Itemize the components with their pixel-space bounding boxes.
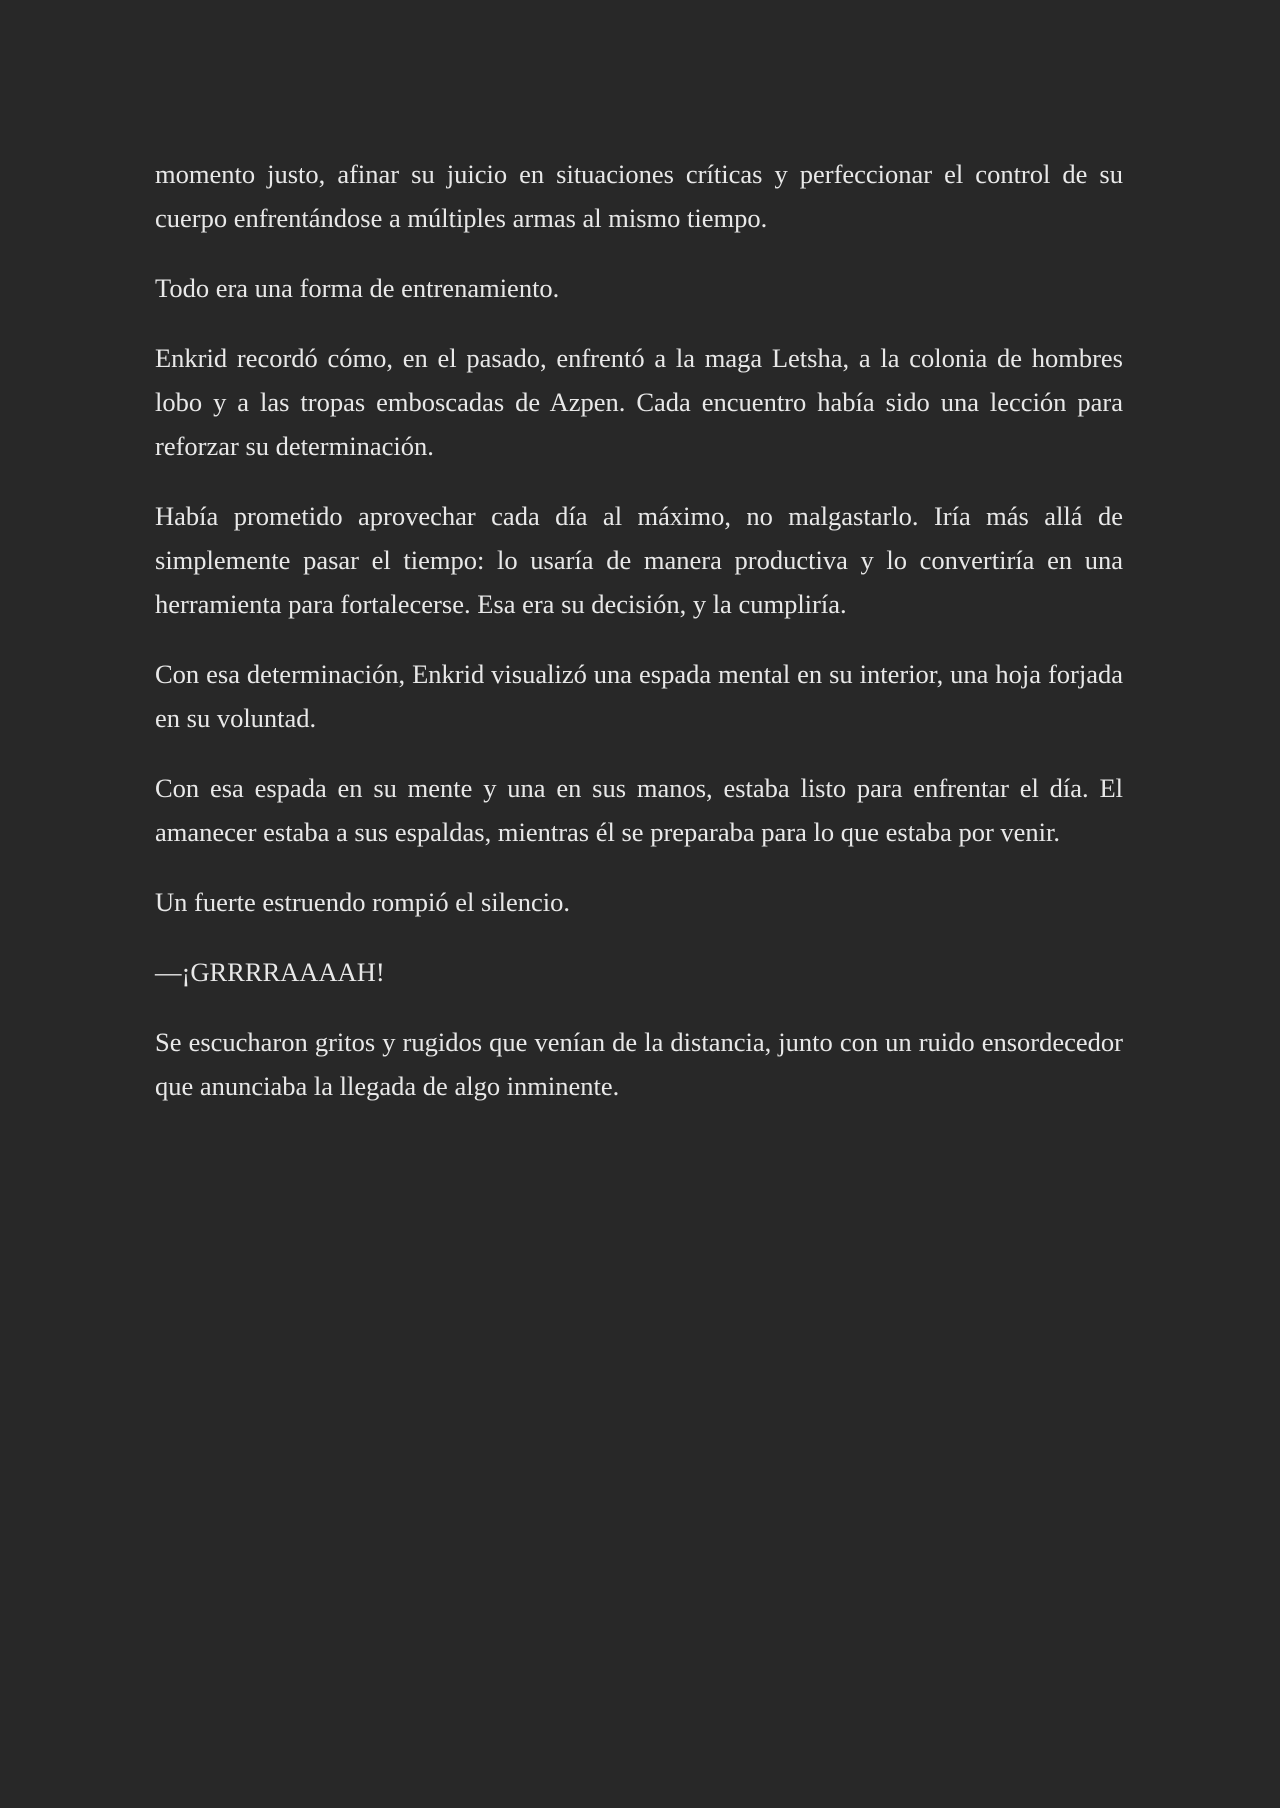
paragraph: Con esa espada en su mente y una en sus manos, estaba listo para enfrentar el día. El amanecer estaba a sus espaldas, mientras él se preparaba para lo que estaba por venir.: [155, 773, 1123, 847]
paragraph: Un fuerte estruendo rompió el silencio.: [155, 887, 571, 917]
paragraph: Todo era una forma de entrenamiento.: [155, 273, 560, 303]
paragraph: Con esa determinación, Enkrid visualizó una espada mental en su interior, una hoja forjada en su voluntad.: [155, 659, 1123, 733]
paragraph: Enkrid recordó cómo, en el pasado, enfrentó a la maga Letsha, a la colonia de hombres lobo y a las tropas emboscadas de Azpen. Cada encuentro había sido una lección para reforzar su determinación.: [155, 343, 1123, 461]
paragraph: —¡GRRRRAAAAH!: [155, 957, 385, 987]
paragraph: Se escucharon gritos y rugidos que venían de la distancia, junto con un ruido ensordecedor que anunciaba la llegada de algo inminente.: [155, 1027, 1123, 1101]
paragraph: Había prometido aprovechar cada día al máximo, no malgastarlo. Iría más allá de simplemente pasar el tiempo: lo usaría de manera productiva y lo convertiría en una herramienta para fortalecerse. Esa era su decisión, y la cumpliría.: [155, 501, 1123, 619]
paragraph: momento justo, afinar su juicio en situaciones críticas y perfeccionar el control de su cuerpo enfrentándose a múltiples armas al mismo tiempo.: [155, 159, 1123, 233]
reader-page: [155, 152, 1123, 1134]
